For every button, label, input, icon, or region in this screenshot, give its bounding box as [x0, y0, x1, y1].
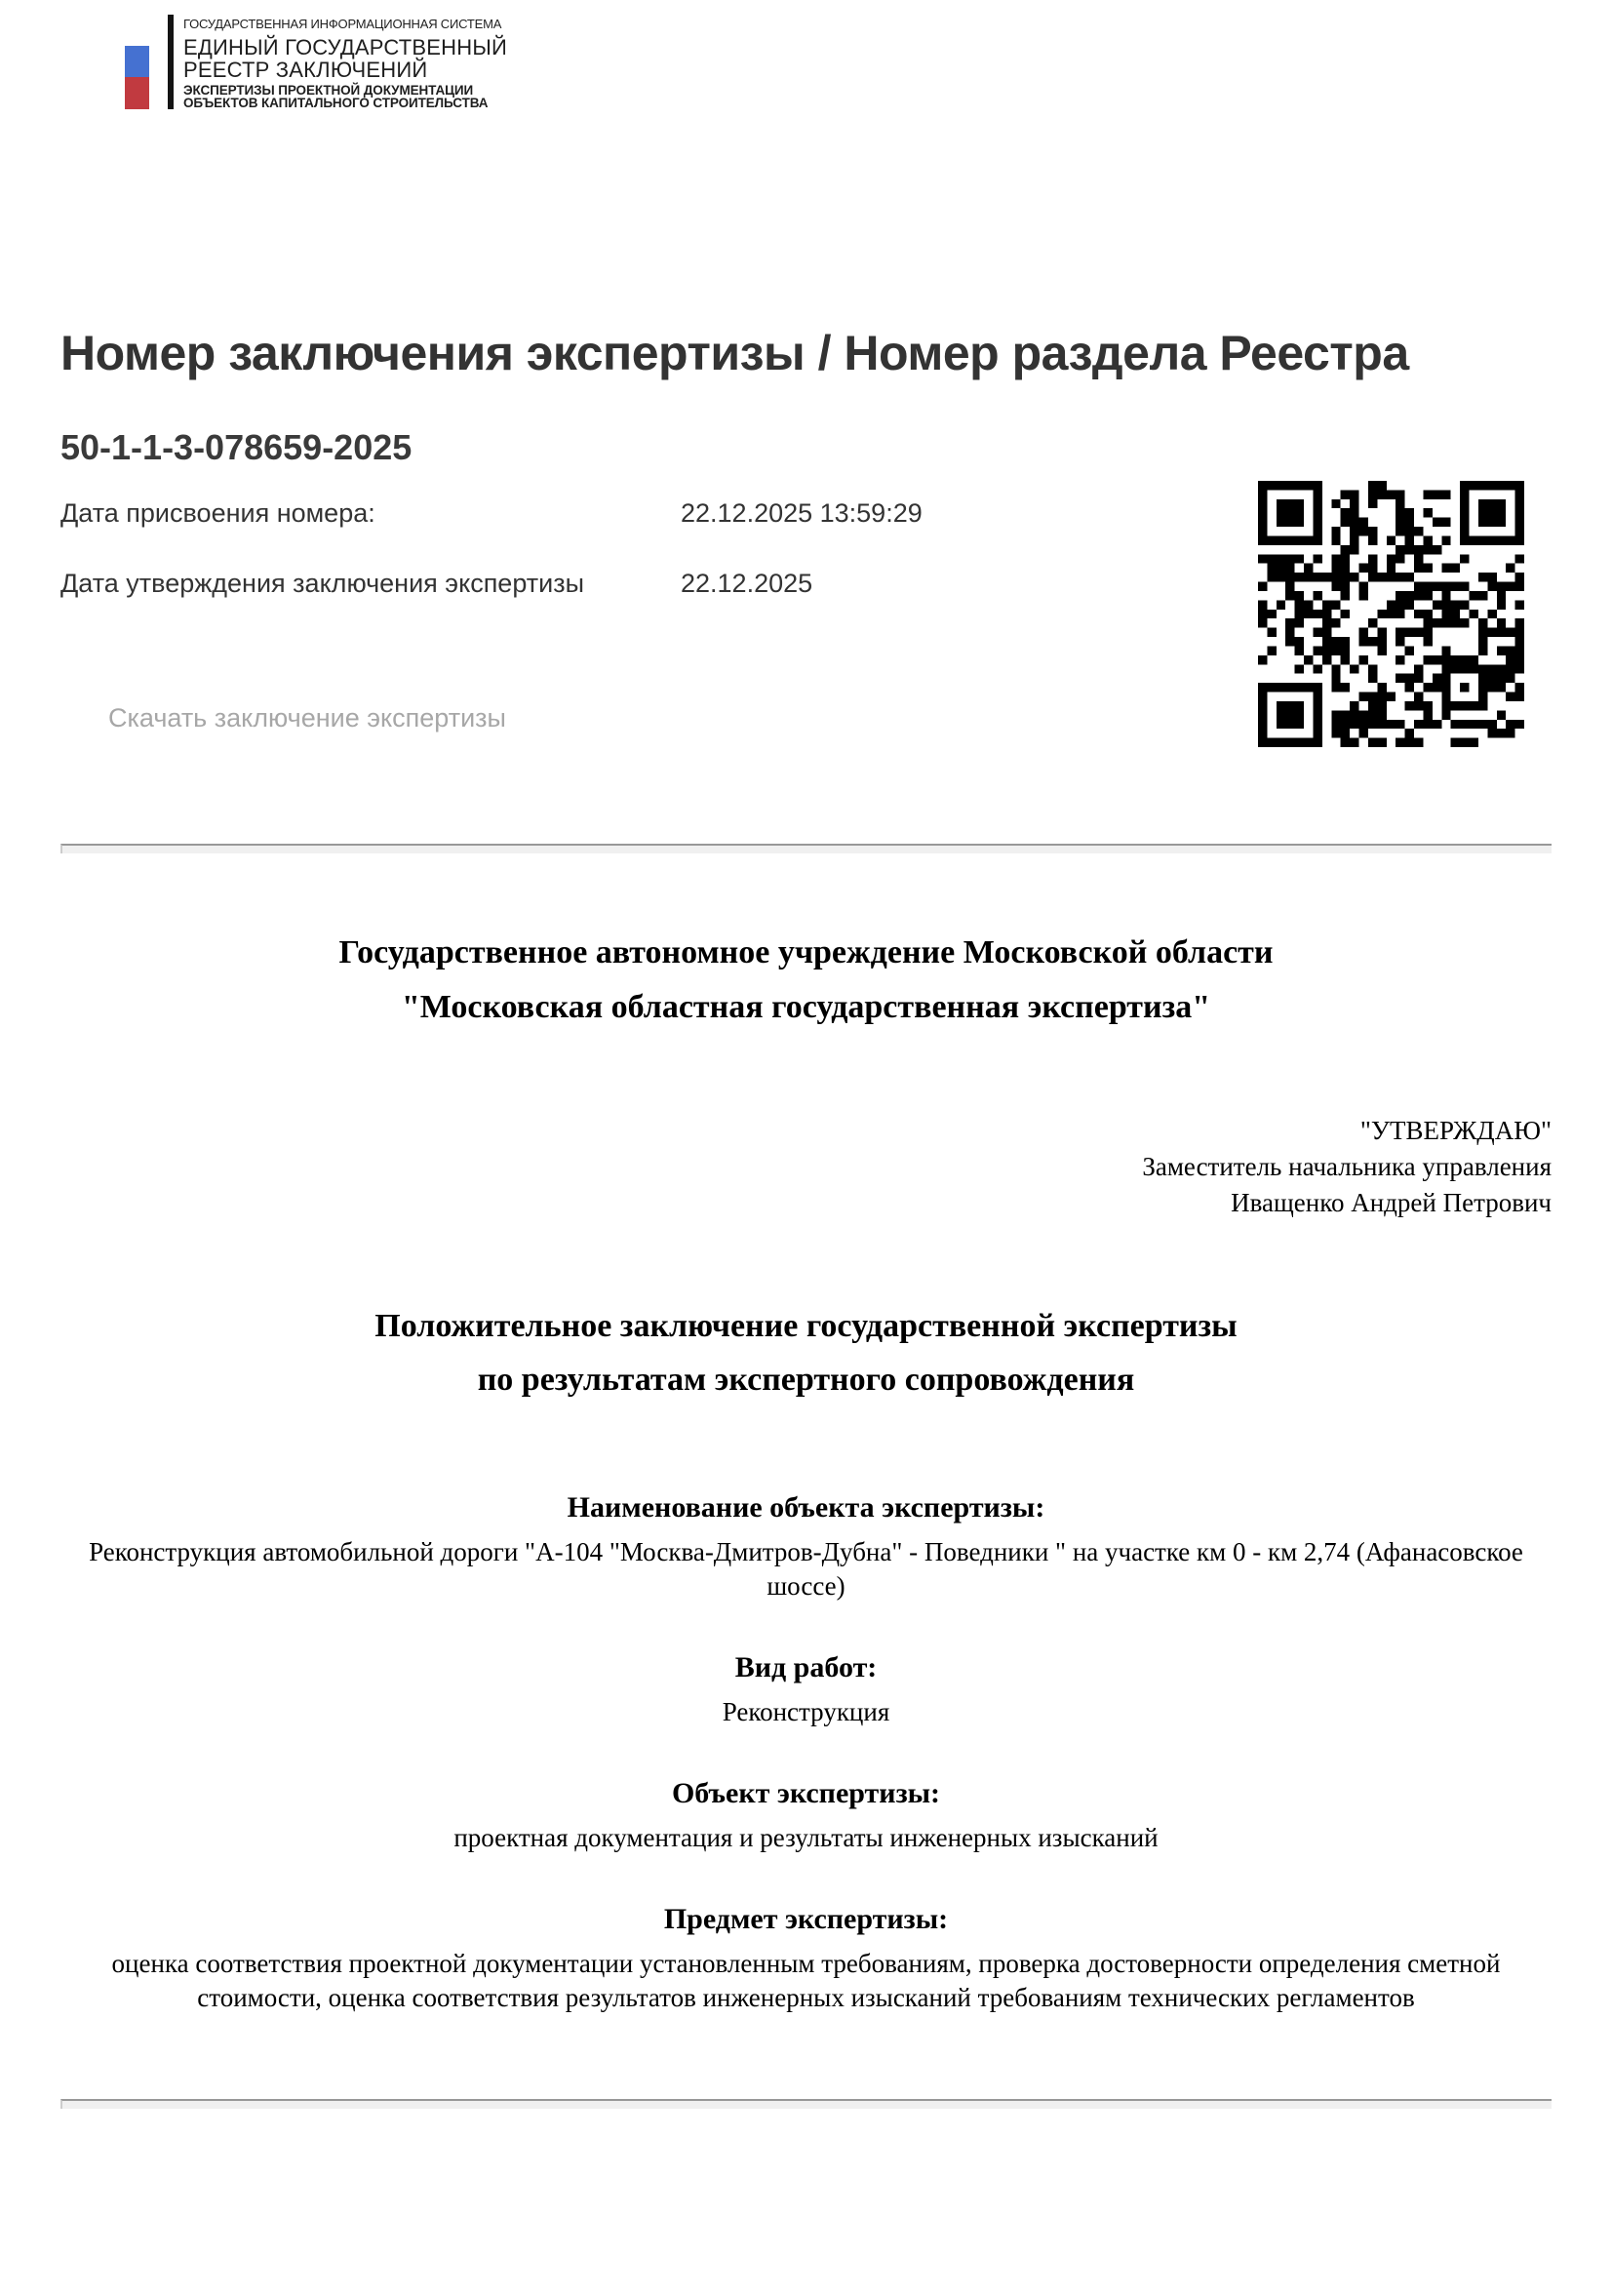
section-expertise-object: [60, 1776, 1552, 1855]
logo-line-system: ГОСУДАРСТВЕННАЯ ИНФОРМАЦИОННАЯ СИСТЕМА: [183, 17, 502, 31]
section-heading: Предмет экспертизы:: [663, 1903, 949, 1935]
date-approved-label: Дата утверждения заключения экспертизы: [60, 569, 584, 598]
date-assigned-value: 22.12.2025 13:59:29: [681, 498, 923, 528]
conclusion-title-line1: Положительное заключение государственной экспертизы: [374, 1308, 1238, 1344]
divider-bottom: [60, 2099, 1552, 2109]
date-assigned-label: Дата присвоения номера:: [60, 498, 375, 528]
date-approved-value: 22.12.2025: [681, 569, 813, 598]
approval-block: [60, 1113, 1552, 1221]
section-body: Реконструкция автомобильной дороги "А-104 "Москва-Дмитров-Дубна" - Поведники " на участке км 0 - км 2,74 (Афанасовское шоссе): [89, 1537, 1523, 1601]
approver-name: Иващенко Андрей Петрович: [1231, 1188, 1552, 1217]
page: [0, 15, 1612, 2109]
section-body: оценка соответствия проектной документации установленным требованиям, проверка достоверности определения сметной стоимости, оценка соответствия результатов инженерных изысканий требованиям технических регламентов: [111, 1949, 1501, 2012]
egrz-logo: [125, 15, 1552, 109]
section-body: проектная документация и результаты инженерных изысканий: [453, 1823, 1159, 1852]
approver-position: Заместитель начальника управления: [1142, 1152, 1552, 1181]
russian-flag-mark: [125, 15, 149, 109]
organization-name-line1: Государственное автономное учреждение Московской области: [338, 934, 1274, 970]
logo-text: [183, 15, 507, 109]
expertise-number: 50-1-1-3-078659-2025: [60, 427, 413, 467]
divider-top: [60, 844, 1552, 853]
download-conclusion-link[interactable]: Скачать заключение экспертизы: [108, 703, 506, 732]
approval-word: "УТВЕРЖДАЮ": [1359, 1116, 1552, 1145]
document-preview: [60, 926, 1552, 2109]
section-heading: Наименование объекта экспертизы:: [567, 1491, 1045, 1524]
flag-blue-stripe: [125, 46, 149, 77]
flag-red-stripe: [125, 77, 149, 109]
section-body: Реконструкция: [722, 1697, 890, 1726]
organization-name-line2: "Московская областная государственная экспертиза": [401, 989, 1211, 1025]
logo-line-registry: РЕЕСТР ЗАКЛЮЧЕНИЙ: [183, 58, 428, 82]
conclusion-title-line2: по результатам экспертного сопровождения: [477, 1362, 1135, 1398]
section-object-name: [60, 1490, 1552, 1603]
qr-code: [1258, 481, 1524, 747]
page-title: Номер заключения экспертизы / Номер раздела Реестра: [60, 326, 1409, 380]
logo-line-unified: ЕДИНЫЙ ГОСУДАРСТВЕННЫЙ: [183, 35, 508, 59]
section-expertise-subject: [60, 1902, 1552, 2015]
section-work-type: [60, 1650, 1552, 1729]
section-heading: Вид работ:: [734, 1651, 878, 1683]
logo-divider-bar: [168, 15, 174, 109]
logo-line-objects: ОБЪЕКТОВ КАПИТАЛЬНОГО СТРОИТЕЛЬСТВА: [183, 96, 489, 110]
conclusion-title: [60, 1299, 1552, 1406]
flag-white-stripe: [125, 15, 149, 46]
section-heading: Объект экспертизы:: [671, 1777, 941, 1809]
logo-line-expertise: ЭКСПЕРТИЗЫ ПРОЕКТНОЙ ДОКУМЕНТАЦИИ: [183, 83, 474, 98]
organization-name: [60, 926, 1552, 1035]
